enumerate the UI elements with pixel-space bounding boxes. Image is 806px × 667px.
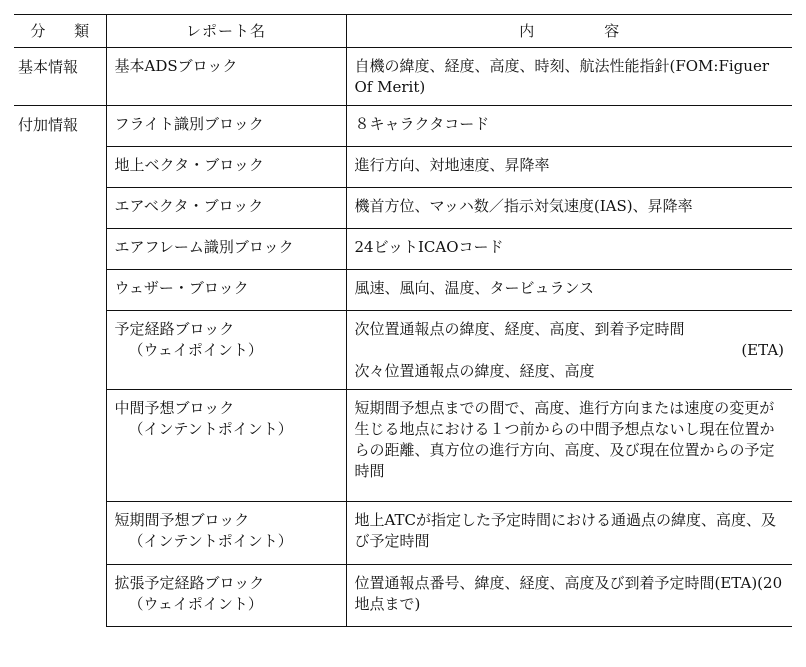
report-name: 予定経路ブロック (114, 320, 235, 338)
content-line-2: 次々位置通報点の緯度、経度、高度 (354, 362, 595, 380)
ads-report-table-page (14, 14, 792, 627)
report-name-cell (106, 390, 346, 502)
table-row (14, 270, 792, 311)
table-row (14, 106, 792, 147)
header-content (346, 15, 792, 48)
report-name: 中間予想ブロック (114, 399, 235, 417)
category-additional: 付加情報 (14, 106, 106, 627)
content-cell: 地上ATCが指定した予定時間における通過点の緯度、高度、及び予定時間 (346, 502, 792, 565)
header-category: 分 類 (30, 21, 102, 40)
table-row (14, 390, 792, 502)
report-name: 拡張予定経路ブロック (114, 574, 265, 592)
report-name-cell: フライト識別ブロック (106, 106, 346, 147)
report-name-sub: （インテントポイント） (128, 420, 293, 438)
table-row (14, 48, 792, 106)
table-row (14, 502, 792, 565)
report-name-cell: 基本ADSブロック (106, 48, 346, 106)
table-row (14, 565, 792, 627)
table-row (14, 147, 792, 188)
report-name: 短期間予想ブロック (114, 511, 250, 529)
content-line: 次位置通報点の緯度、経度、高度、到着予定時間 (354, 320, 685, 338)
ads-report-table (14, 14, 792, 627)
content-cell: 24ビットICAOコード (346, 229, 792, 270)
report-name-sub: （インテントポイント） (128, 532, 293, 550)
category-basic: 基本情報 (14, 48, 106, 106)
report-name-sub: （ウェイポイント） (128, 595, 263, 613)
report-name-cell (106, 502, 346, 565)
table-row (14, 229, 792, 270)
content-eta: (ETA) (741, 341, 784, 359)
report-name-cell: エアフレーム識別ブロック (106, 229, 346, 270)
header-content-right: 容 (604, 21, 620, 40)
content-cell: 機首方位、マッハ数／指示対気速度(IAS)、昇降率 (346, 188, 792, 229)
header-report-name: レポート名 (106, 15, 346, 48)
report-name-cell (106, 565, 346, 627)
content-cell: 進行方向、対地速度、昇降率 (346, 147, 792, 188)
content-cell (346, 311, 792, 390)
report-name-cell: ウェザー・ブロック (106, 270, 346, 311)
report-name-cell: 地上ベクタ・ブロック (106, 147, 346, 188)
content-cell: 短期間予想点までの間で、高度、進行方向または速度の変更が生じる地点における１つ前からの中間予想点ないし現在位置からの距離、真方位の進行方向、高度、及び現在位置からの予定時間 (346, 390, 792, 502)
table-row (14, 188, 792, 229)
table-row (14, 311, 792, 390)
content-cell: 風速、風向、温度、タービュランス (346, 270, 792, 311)
report-name-cell: エアベクタ・ブロック (106, 188, 346, 229)
report-name-cell (106, 311, 346, 390)
table-header-row (14, 15, 792, 48)
content-cell: 自機の緯度、経度、高度、時刻、航法性能指針(FOM:Figuer Of Merit) (346, 48, 792, 106)
content-cell: 位置通報点番号、緯度、経度、高度及び到着予定時間(ETA)(20地点まで) (346, 565, 792, 627)
header-content-left: 内 (519, 21, 535, 40)
report-name-sub: （ウェイポイント） (128, 341, 263, 359)
content-cell: ８キャラクタコード (346, 106, 792, 147)
